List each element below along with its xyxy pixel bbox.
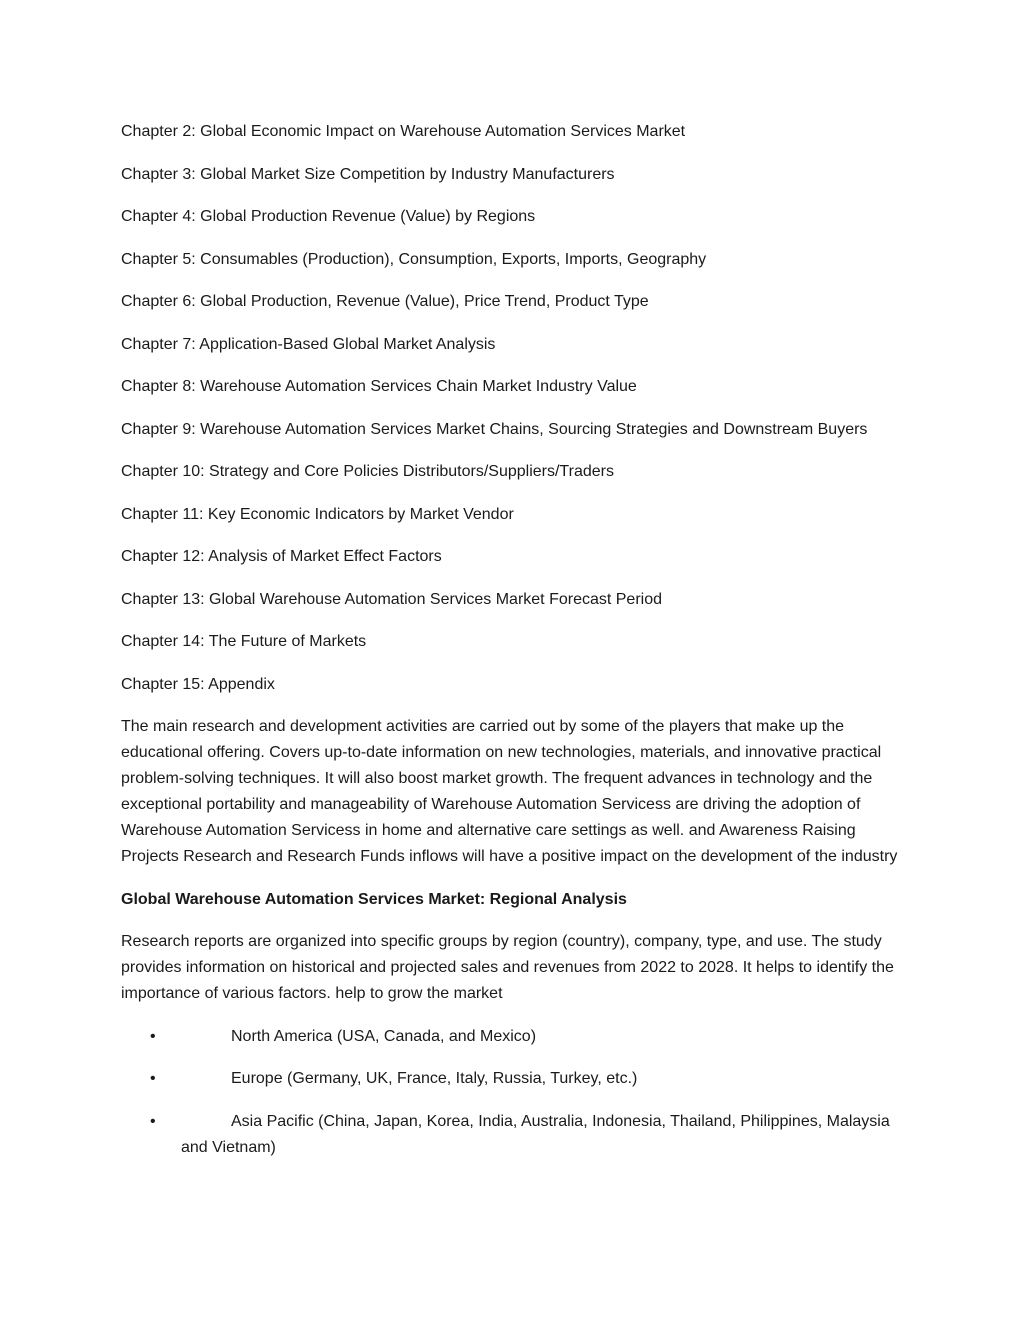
chapter-item: Chapter 14: The Future of Markets xyxy=(121,633,367,650)
region-label: North America (USA, Canada, and Mexico) xyxy=(231,1027,537,1045)
region-label: Asia Pacific (China, Japan, Korea, India, Australia, Indonesia, Thailand, Philippines, Malaysia and Vietnam) xyxy=(181,1112,890,1156)
region-item-asia-pacific xyxy=(121,1109,911,1161)
regional-paragraph: Research reports are organized into specific groups by region (country), company, type, and use. The study provides information on historical and projected sales and revenues from 2022 to 2028. It helps to identify the importance of various factors. help to grow the market xyxy=(121,933,894,1002)
chapter-item: Chapter 7: Application-Based Global Market Analysis xyxy=(121,335,496,353)
region-label: Europe (Germany, UK, France, Italy, Russia, Turkey, etc.) xyxy=(231,1070,638,1087)
chapter-list xyxy=(121,119,911,698)
chapter-item: Chapter 5: Consumables (Production), Consumption, Exports, Imports, Geography xyxy=(121,250,707,268)
chapter-item: Chapter 2: Global Economic Impact on Warehouse Automation Services Market xyxy=(121,123,686,140)
region-item-europe xyxy=(121,1066,911,1092)
chapter-item: Chapter 3: Global Market Size Competition by Industry Manufacturers xyxy=(121,165,615,183)
chapter-item: Chapter 9: Warehouse Automation Services Market Chains, Sourcing Strategies and Downstream Buyers xyxy=(121,420,868,438)
chapter-item: Chapter 11: Key Economic Indicators by Market Vendor xyxy=(121,505,514,523)
intro-paragraph: The main research and development activities are carried out by some of the players that make up the educational offering. Covers up-to-date information on new technologies, materials, and innovative practical problem-solving techniques. It will also boost market growth. The frequent advances in technology and the exceptional portability and manageability of Warehouse Automation Servicess are driving the adoption of Warehouse Automation Servicess in home and alternative care settings as well. and Awareness Raising Projects Research and Research Funds inflows will have a positive impact on the development of the industry xyxy=(121,718,898,865)
bullet-icon: • xyxy=(150,1070,156,1087)
chapter-item: Chapter 13: Global Warehouse Automation Services Market Forecast Period xyxy=(121,590,662,608)
chapter-item: Chapter 15: Appendix xyxy=(121,675,275,693)
chapter-item: Chapter 4: Global Production Revenue (Value) by Regions xyxy=(121,208,536,225)
region-list xyxy=(121,1024,911,1161)
region-item-north-america xyxy=(121,1024,911,1050)
chapter-item: Chapter 10: Strategy and Core Policies Distributors/Suppliers/Traders xyxy=(121,463,614,480)
chapter-item: Chapter 12: Analysis of Market Effect Factors xyxy=(121,548,442,565)
bullet-icon: • xyxy=(150,1112,156,1130)
chapter-item: Chapter 8: Warehouse Automation Services Chain Market Industry Value xyxy=(121,378,637,395)
bullet-icon: • xyxy=(150,1027,156,1045)
regional-analysis-heading: Global Warehouse Automation Services Market: Regional Analysis xyxy=(121,890,627,908)
document-page xyxy=(121,119,911,1177)
chapter-item: Chapter 6: Global Production, Revenue (Value), Price Trend, Product Type xyxy=(121,293,649,310)
